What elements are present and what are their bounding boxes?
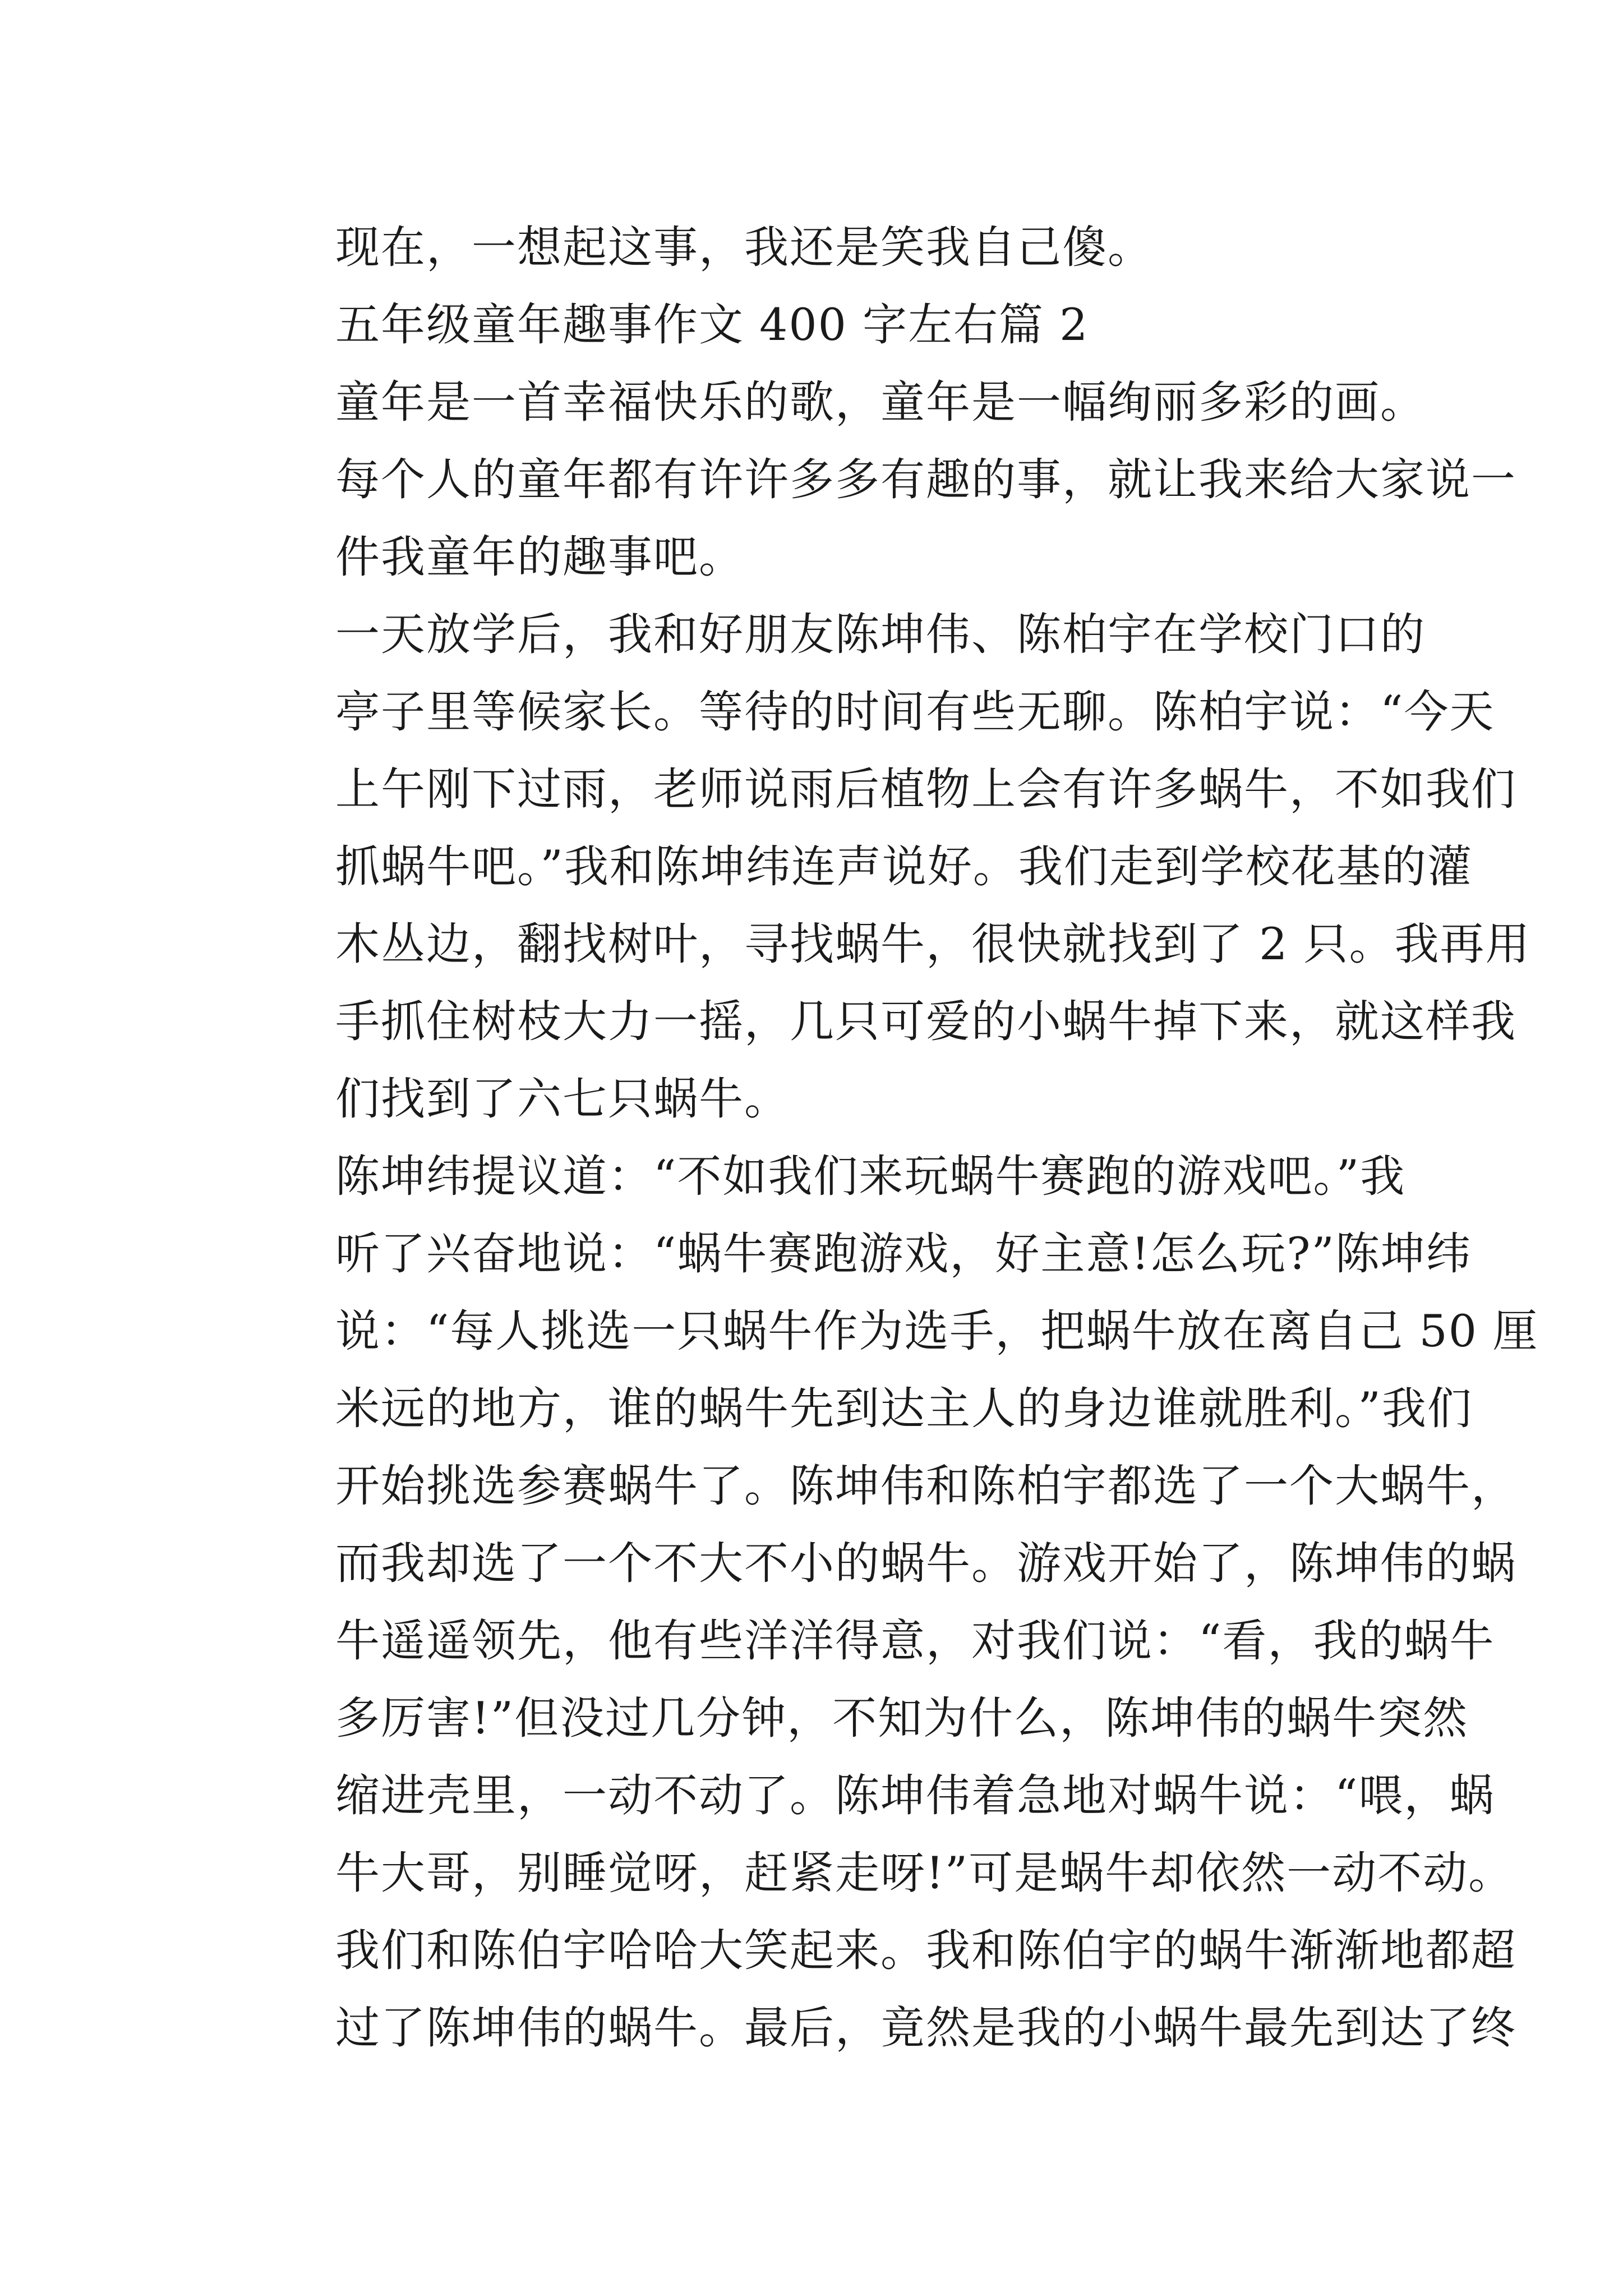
text-line: 抓蜗牛吧。”我和陈坤纬连声说好。我们走到学校花基的灌 xyxy=(335,841,1473,892)
text-line: 件我童年的趣事吧。 xyxy=(335,531,744,583)
text-line: 现在，一想起这事，我还是笑我自己傻。 xyxy=(335,222,1153,273)
paragraph-conclusion xyxy=(246,209,1401,286)
text-line: 一天放学后，我和好朋友陈坤伟、陈柏宇在学校门口的 xyxy=(335,609,1426,660)
text-line: 米远的地方，谁的蜗牛先到达主人的身边谁就胜利。”我们 xyxy=(335,1383,1473,1434)
text-line: 亭子里等候家长。等待的时间有些无聊。陈柏宇说：“今天 xyxy=(335,686,1495,738)
text-line: 过了陈坤伟的蜗牛。最后，竟然是我的小蜗牛最先到达了终 xyxy=(335,2002,1516,2054)
text-line: 牛大哥，别睡觉呀，赶紧走呀!”可是蜗牛却依然一动不动。 xyxy=(335,1847,1514,1899)
text-line: 牛遥遥领先，他有些洋洋得意，对我们说：“看，我的蜗牛 xyxy=(335,1615,1495,1667)
text-line: 缩进壳里，一动不动了。陈坤伟着急地对蜗牛说：“喂，蜗 xyxy=(335,1770,1495,1821)
section-heading xyxy=(246,286,1401,364)
text-line: 陈坤纬提议道：“不如我们来玩蜗牛赛跑的游戏吧。”我 xyxy=(335,1151,1406,1202)
text-line: 童年是一首幸福快乐的歌，童年是一幅绚丽多彩的画。 xyxy=(335,376,1426,428)
paragraph-snail-race xyxy=(246,1138,1539,2067)
text-line: 手抓住树枝大力一摇，几只可爱的小蜗牛掉下来，就这样我 xyxy=(335,996,1516,1047)
paragraph-intro xyxy=(246,364,1516,596)
text-line: 上午刚下过雨，老师说雨后植物上会有许多蜗牛，不如我们 xyxy=(335,763,1516,815)
text-line: 说：“每人挑选一只蜗牛作为选手，把蜗牛放在离自己 50 厘 xyxy=(335,1305,1539,1357)
text-line: 开始挑选参赛蜗牛了。陈坤伟和陈柏宇都选了一个大蜗牛， xyxy=(335,1460,1516,1512)
heading-line: 五年级童年趣事作文 400 字左右篇 2 xyxy=(335,299,1089,351)
text-line: 们找到了六七只蜗牛。 xyxy=(335,1073,790,1125)
text-line: 听了兴奋地说：“蜗牛赛跑游戏，好主意!怎么玩?”陈坤纬 xyxy=(335,1228,1472,1280)
text-line: 而我却选了一个不大不小的蜗牛。游戏开始了，陈坤伟的蜗 xyxy=(335,1538,1516,1589)
paragraph-catching-snails xyxy=(246,596,1531,1138)
text-line: 我们和陈伯宇哈哈大笑起来。我和陈伯宇的蜗牛渐渐地都超 xyxy=(335,1925,1516,1976)
text-line: 每个人的童年都有许许多多有趣的事，就让我来给大家说一 xyxy=(335,454,1516,505)
text-line: 多厉害!”但没过几分钟，不知为什么，陈坤伟的蜗牛突然 xyxy=(335,1692,1469,1744)
text-line: 木丛边，翻找树叶，寻找蜗牛，很快就找到了 2 只。我再用 xyxy=(335,918,1531,970)
document-body xyxy=(246,209,1539,2067)
